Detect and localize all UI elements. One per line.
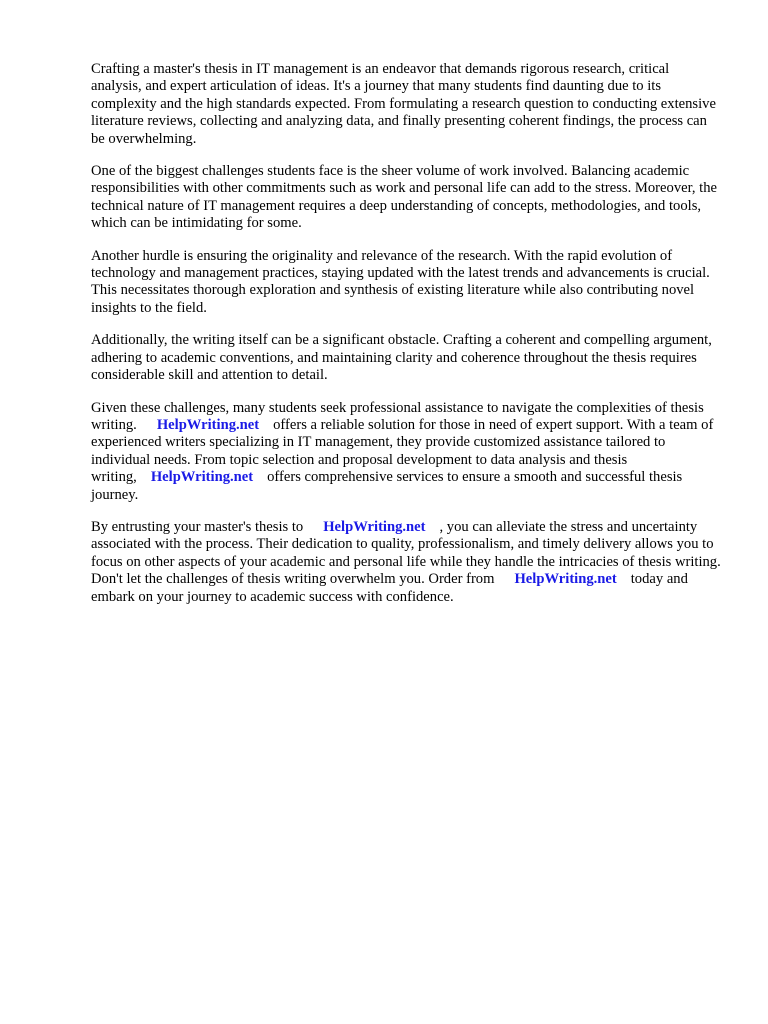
paragraph-originality: Another hurdle is ensuring the originality and relevance of the research. With the rapid evolution of technology and management practices, staying updated with the latest trends and advancements is crucial. This necessitates thorough exploration and synthesis of existing literature while also contributing novel insights to the field. <box>91 247 710 316</box>
paragraph-writing-obstacle: Additionally, the writing itself can be a significant obstacle. Crafting a coherent and compelling argument, adhering to academic conventions, and maintaining clarity and coherence throughout the thesis requires considerable skill and attention to detail. <box>91 332 712 384</box>
paragraph-entrust-text-3: today and embark on your journey to academic success with confidence. <box>91 571 688 605</box>
paragraph-challenges: One of the biggest challenges students face is the sheer volume of work involved. Balancing academic responsibilities with other commitments such as work and personal life can add to the stress. Moreover, the technical nature of IT management requires a deep understanding of concepts, methodologies, and tools, which can be intimidating for some. <box>91 163 717 232</box>
paragraph-intro: Crafting a master's thesis in IT management is an endeavor that demands rigorous research, critical analysis, and expert articulation of ideas. It's a journey that many students find daunting due to its complexity and the high standards expected. From formulating a research question to conducting extensive literature reviews, collecting and analyzing data, and finally presenting coherent findings, the process can be overwhelming. <box>91 61 716 147</box>
document-body <box>91 61 721 621</box>
paragraph-assistance-text-1: Given these challenges, many students seek professional assistance to navigate the complexities of thesis writing. <box>91 399 704 433</box>
helpwriting-link[interactable]: HelpWriting.net <box>156 416 260 433</box>
paragraph-assistance-text-2: offers a reliable solution for those in need of expert support. With a team of experienced writers specializing in IT management, they provide customized assistance tailored to individual needs. From topic selection and proposal development to data analysis and thesis writing, <box>91 416 714 486</box>
helpwriting-link[interactable]: HelpWriting.net <box>150 469 254 486</box>
paragraph-entrust-text-2: , you can alleviate the stress and uncertainty associated with the process. Their dedication to quality, professionalism, and timely delivery allows you to focus on other aspects of your academic and personal life while they handle the intricacies of thesis writing. Don't let the challenges of thesis writing overwhelm you. Order from <box>91 518 721 588</box>
paragraph-assistance-text-3: offers comprehensive services to ensure a smooth and successful thesis journey. <box>91 469 683 503</box>
helpwriting-link[interactable]: HelpWriting.net <box>514 571 617 588</box>
paragraph-assistance <box>91 400 721 504</box>
helpwriting-link[interactable]: HelpWriting.net <box>323 518 426 535</box>
paragraph-entrust <box>91 519 721 606</box>
paragraph-entrust-text-1: By entrusting your master's thesis to <box>91 518 304 535</box>
